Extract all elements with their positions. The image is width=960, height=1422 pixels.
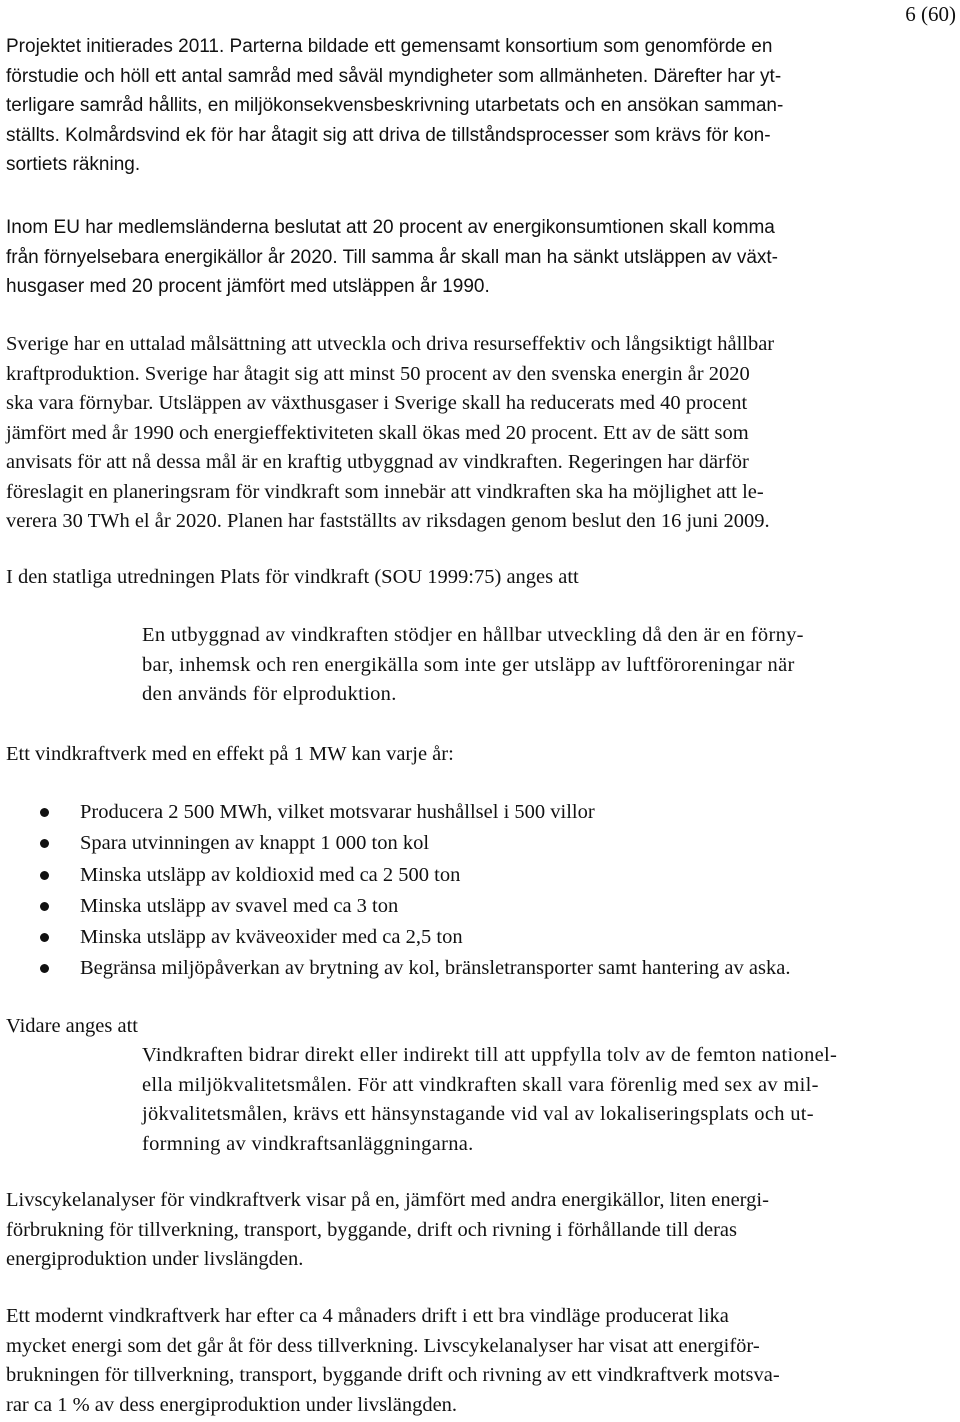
list-item: Minska utsläpp av svavel med ca 3 ton	[0, 891, 960, 922]
list-item: Producera 2 500 MWh, vilket motsvarar hushållsel i 500 villor	[0, 797, 960, 828]
text-line: jökvalitetsmålen, krävs ett hänsynstagande vid val av lokaliseringsplats och ut-	[142, 1103, 814, 1125]
text-line: Inom EU har medlemsländerna beslutat att 20 procent av energikonsumtionen skall komma	[6, 217, 775, 238]
text-line: Projektet initierades 2011. Parterna bildade ett gemensamt konsortium som genomförde en	[6, 36, 773, 57]
bullet-icon	[40, 839, 49, 848]
paragraph-sou-intro	[6, 563, 954, 593]
quote-environmental-goals	[142, 1041, 942, 1159]
list-item: Spara utvinningen av knappt 1 000 ton kol	[0, 828, 960, 859]
text-line: ställts. Kolmårdsvind ek för har åtagit sig att driva de tillståndsprocesser som krävs för kon-	[6, 124, 771, 146]
text-line: anvisats för att nå dessa mål är en kraftig utbyggnad av vindkraften. Regeringen har därför	[6, 451, 749, 473]
text-line: från förnyelsebara energikällor år 2020. Till samma år skall man ha sänkt utsläppen av växt-	[6, 246, 778, 268]
text-line: brukningen för tillverkning, transport, byggande drift och rivning av ett vindkraftverk motsva-	[6, 1364, 780, 1386]
text-line: Ett vindkraftverk med en effekt på 1 MW kan varje år:	[6, 743, 454, 765]
paragraph-lifecycle	[6, 1186, 954, 1275]
paragraph-sweden-goals	[6, 330, 954, 537]
text-line: En utbyggnad av vindkraften stödjer en hållbar utveckling då den är en förny-	[142, 624, 804, 646]
text-line: mycket energi som det går åt för dess tillverkning. Livscykelanalyser har visat att energiför-	[6, 1334, 760, 1357]
text-line: Sverige har en uttalad målsättning att utveckla och driva resurseffektiv och långsiktigt hållbar	[6, 333, 775, 355]
list-item: Minska utsläpp av koldioxid med ca 2 500 ton	[0, 860, 960, 891]
paragraph-eu-targets	[6, 213, 954, 302]
text-line: Livscykelanalyser för vindkraftverk visar på en, jämfört med andra energikällor, liten energi-	[6, 1189, 769, 1211]
text-line: rar ca 1 % av dess energiproduktion under livslängden.	[6, 1393, 458, 1416]
text-line: förstudie och höll ett antal samråd med såväl myndigheter som allmänheten. Därefter har yt-	[6, 65, 782, 87]
paragraph-energy-payback	[6, 1302, 954, 1420]
bullet-icon	[40, 871, 49, 880]
text-line: bar, inhemsk och ren energikälla som inte ger utsläpp av luftföroreningar när	[142, 653, 795, 676]
paragraph-turbine-intro	[6, 740, 954, 770]
text-line: ska vara förnybar. Utsläppen av växthusgaser i Sverige skall ha reducerats med 40 procent	[6, 392, 748, 414]
text-line: husgaser med 20 procent jämfört med utsläppen år 1990.	[6, 276, 490, 297]
bullet-icon	[40, 964, 49, 973]
page-number: 6 (60)	[905, 2, 956, 26]
list-item: Begränsa miljöpåverkan av brytning av kol, bränsletransporter samt hantering av aska.	[0, 953, 960, 984]
text-line: jämfört med år 1990 och energieffektiviteten skall ökas med 20 procent. Ett av de sätt som	[6, 421, 749, 444]
list-item: Minska utsläpp av kväveoxider med ca 2,5 ton	[0, 922, 960, 953]
text-line: kraftproduktion. Sverige har åtagit sig att minst 50 procent av den svenska energin år 2020	[6, 362, 750, 385]
text-line: föreslagit en planeringsram för vindkraft som innebär att vindkraften ska ha möjlighet att le-	[6, 480, 764, 503]
text-line: sortiets räkning.	[6, 154, 141, 175]
text-line: den används för elproduktion.	[142, 683, 397, 705]
text-line: energiproduktion under livslängden.	[6, 1248, 304, 1270]
bullet-icon	[40, 902, 49, 911]
text-line: förbrukning för tillverkning, transport, byggande, drift och rivning i förhållande till deras	[6, 1218, 737, 1241]
quote-sou	[142, 621, 942, 710]
paragraph-project-intro	[6, 32, 954, 180]
text-line: I den statliga utredningen Plats för vindkraft (SOU 1999:75) anges att	[6, 566, 579, 588]
benefits-list	[0, 797, 960, 985]
text-line: ella miljökvalitetsmålen. För att vindkraften skall vara förenlig med sex av mil-	[142, 1073, 819, 1096]
text-line: Vidare anges att	[6, 1015, 138, 1037]
bullet-icon	[40, 808, 49, 817]
bullet-icon	[40, 933, 49, 942]
text-line: verera 30 TWh el år 2020. Planen har fastställts av riksdagen genom beslut den 16 juni 2009.	[6, 510, 770, 532]
text-line: Vindkraften bidrar direkt eller indirekt till att uppfylla tolv av de femton nationel-	[142, 1044, 838, 1066]
text-line: Ett modernt vindkraftverk har efter ca 4 månaders drift i ett bra vindläge producerat lika	[6, 1305, 729, 1327]
text-line: formning av vindkraftsanläggningarna.	[142, 1132, 474, 1155]
text-line: terligare samråd hållits, en miljökonsekvensbeskrivning utarbetats och en ansökan samman-	[6, 95, 784, 116]
paragraph-further	[6, 1012, 954, 1042]
